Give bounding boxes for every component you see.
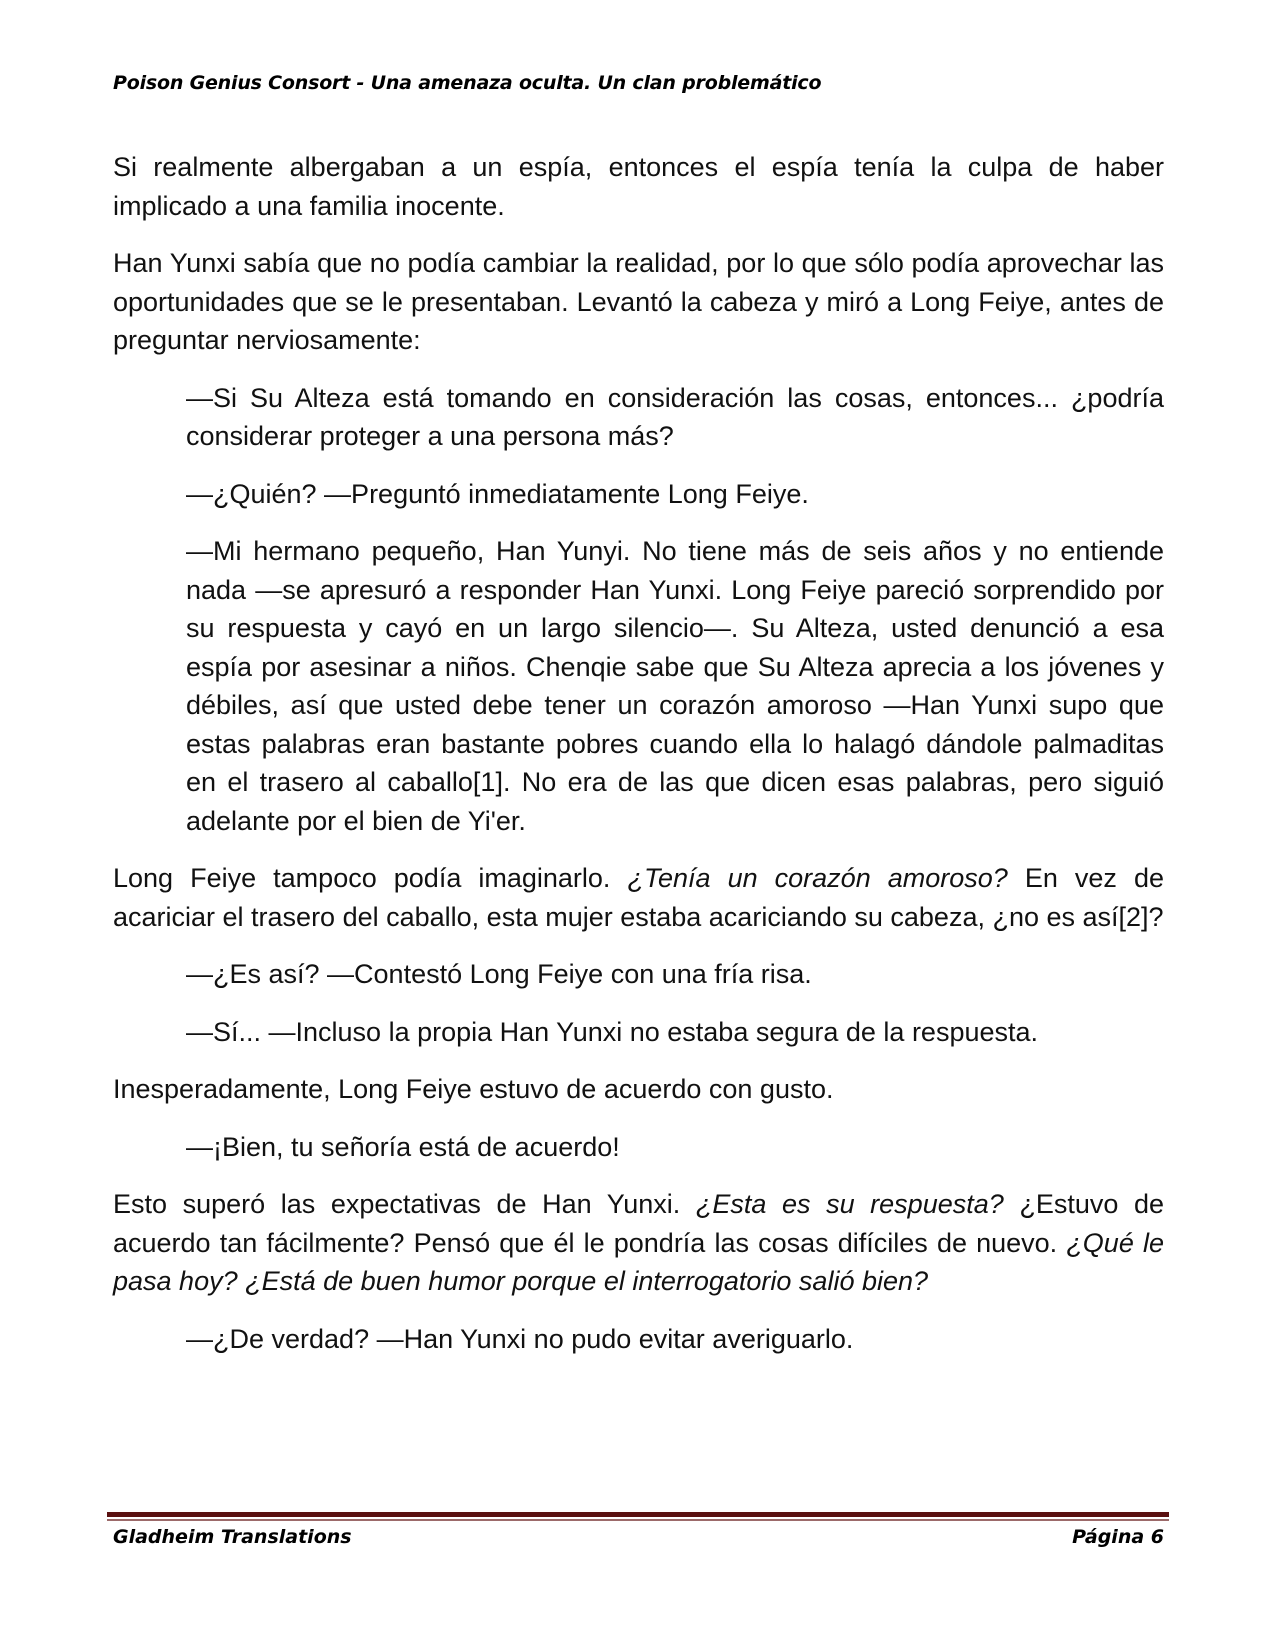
paragraph-text: —Sí... —Incluso la propia Han Yunxi no estaba segura de la respuesta. bbox=[186, 1016, 1039, 1047]
footer-divider bbox=[107, 1512, 1169, 1517]
footer-page-number: Página 6 bbox=[1072, 1526, 1164, 1548]
page-footer bbox=[113, 1526, 1164, 1548]
footer-translator: Gladheim Translations bbox=[113, 1526, 352, 1548]
paragraph-text: Inesperadamente, Long Feiye estuvo de acuerdo con gusto. bbox=[113, 1074, 834, 1104]
italic-text: ¿Esta es su respuesta? bbox=[695, 1189, 1004, 1219]
document-body bbox=[113, 148, 1164, 1377]
dialogue-paragraph bbox=[186, 955, 1164, 994]
footer-divider-accent bbox=[107, 1519, 1169, 1521]
paragraph-text: —Si Su Alteza está tomando en consideración las cosas, entonces... ¿podría considerar proteger a una persona más? bbox=[186, 382, 1164, 451]
paragraph-text: En vez de acariciar el trasero del caballo, esta mujer estaba acariciando su cabeza, ¿no es así[2]? bbox=[113, 863, 1165, 932]
italic-text: ¿Qué le pasa hoy? ¿Está de buen humor porque el interrogatorio salió bien? bbox=[113, 1227, 1164, 1296]
narrative-paragraph bbox=[113, 148, 1164, 225]
narrative-paragraph bbox=[113, 1185, 1164, 1301]
paragraph-text: Esto superó las expectativas de Han Yunxi. bbox=[113, 1189, 696, 1219]
dialogue-paragraph bbox=[186, 475, 1164, 514]
narrative-paragraph bbox=[113, 244, 1164, 360]
paragraph-text: —¿De verdad? —Han Yunxi no pudo evitar averiguarlo. bbox=[186, 1323, 854, 1354]
paragraph-text: —¿Es así? —Contestó Long Feiye con una fría risa. bbox=[186, 959, 812, 989]
dialogue-paragraph bbox=[186, 1013, 1164, 1052]
paragraph-text: Si realmente albergaban a un espía, entonces el espía tenía la culpa de haber implicado a una familia inocente. bbox=[113, 152, 1164, 221]
page-header-title: Poison Genius Consort - Una amenaza oculta. Un clan problemático bbox=[113, 72, 822, 94]
italic-text: ¿Tenía un corazón amoroso? bbox=[627, 863, 1008, 893]
paragraph-text: Long Feiye tampoco podía imaginarlo. bbox=[113, 863, 628, 893]
dialogue-paragraph bbox=[186, 379, 1164, 456]
paragraph-text: ¿Estuvo de acuerdo tan fácilmente? Pensó que él le pondría las cosas difíciles de nuevo. bbox=[113, 1189, 1164, 1258]
dialogue-paragraph bbox=[186, 1128, 1164, 1167]
paragraph-text: —¡Bien, tu señoría está de acuerdo! bbox=[186, 1131, 620, 1162]
paragraph-text: —¿Quién? —Preguntó inmediatamente Long Feiye. bbox=[186, 478, 809, 509]
dialogue-paragraph bbox=[186, 1320, 1164, 1359]
narrative-paragraph bbox=[113, 859, 1164, 936]
narrative-paragraph bbox=[113, 1070, 1164, 1109]
paragraph-text: Han Yunxi sabía que no podía cambiar la realidad, por lo que sólo podía aprovechar las oportunidades que se le presentaban. Levantó la cabeza y miró a Long Feiye, antes de preguntar nerviosamente: bbox=[113, 248, 1164, 355]
paragraph-text: —Mi hermano pequeño, Han Yunyi. No tiene más de seis años y no entiende nada —se apresuró a responder Han Yunxi. Long Feiye pareció sorprendido por su respuesta y cayó en un largo silencio—. Su Alteza, usted denunció a esa espía por asesinar a niños. Chenqie sabe que Su Alteza aprecia a los jóvenes y débiles, así que usted debe tener un corazón amoroso —Han Yunxi supo que estas palabras eran bastante pobres cuando ella lo halagó dándole palmaditas en el trasero al caballo[1]. No era de las que dicen esas palabras, pero siguió adelante por el bien de Yi'er. bbox=[186, 536, 1164, 836]
dialogue-paragraph bbox=[186, 532, 1164, 840]
